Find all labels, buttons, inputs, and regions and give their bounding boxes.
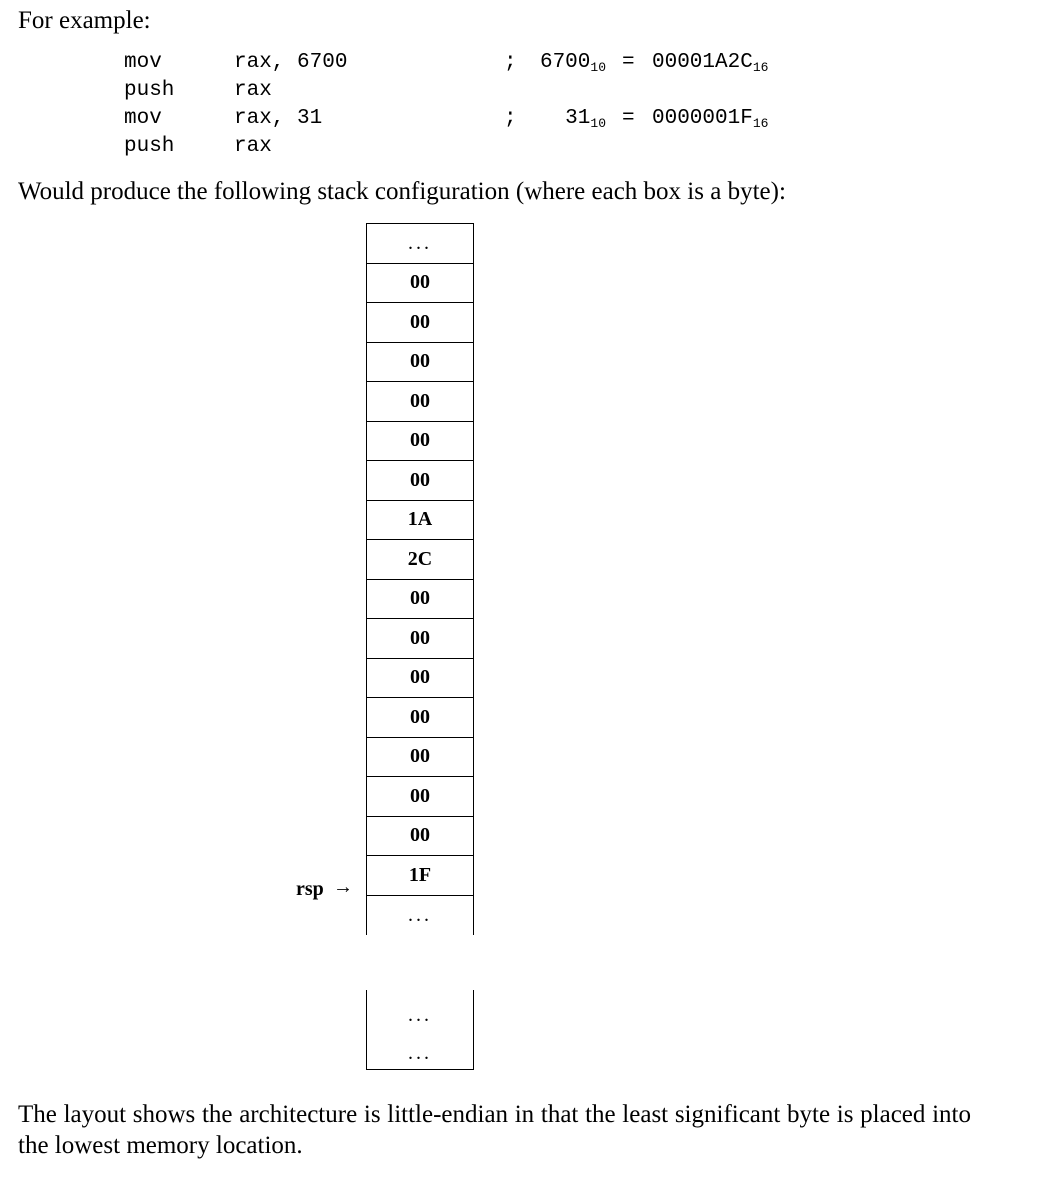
- code-op-1: mov: [124, 51, 162, 74]
- right-arrow-icon: →: [333, 876, 353, 898]
- stack-byte: 00: [366, 658, 474, 698]
- stack-byte: 00: [366, 737, 474, 777]
- code-arg-1: rax, 6700: [234, 51, 348, 74]
- stack-byte: 2C: [366, 539, 474, 579]
- stack-byte: 00: [366, 816, 474, 856]
- stack-diagram: [366, 223, 474, 935]
- stack-byte-rsp: 1F: [366, 855, 474, 895]
- stack-byte: 00: [366, 381, 474, 421]
- code-decimal-1: $6700_{10}$: [539, 51, 606, 75]
- code-equals-1: =: [622, 51, 635, 74]
- stack-byte: 00: [366, 579, 474, 619]
- code-hex-3: $0000001F_{16}$: [652, 107, 769, 131]
- code-op-2: push: [124, 79, 175, 102]
- stack-byte: 00: [366, 302, 474, 342]
- code-arg-3: rax, 31: [234, 107, 323, 130]
- stack-byte: 00: [366, 776, 474, 816]
- code-op-4: push: [124, 135, 175, 158]
- stack-lower-ellipsis: ...: [408, 1042, 432, 1064]
- stack-byte: 00: [366, 421, 474, 461]
- stack-byte: 00: [366, 263, 474, 303]
- stack-byte: 00: [366, 342, 474, 382]
- stack-cell-top-ellipsis: ...: [366, 223, 474, 263]
- stack-byte: 00: [366, 697, 474, 737]
- stack-byte: 1A: [366, 500, 474, 540]
- code-comment-marker-3: ;: [504, 107, 517, 130]
- footer-text: The layout shows the architecture is little-endian in that the least significant byte is placed into the lowest memory location.: [18, 1101, 971, 1159]
- code-decimal-3: $31_{10}$: [565, 107, 606, 131]
- stack-cell-after-ellipsis: ...: [366, 895, 474, 935]
- code-arg-4: rax: [234, 135, 272, 158]
- intro-text: For example:: [18, 7, 151, 34]
- stack-byte: 00: [366, 460, 474, 500]
- lead-text: Would produce the following stack configuration (where each box is a byte):: [18, 178, 786, 205]
- rsp-label: rsp: [296, 878, 324, 900]
- code-comment-marker-1: ;: [504, 51, 517, 74]
- stack-lower-segment: [366, 990, 474, 1070]
- stack-byte: 00: [366, 618, 474, 658]
- stack-lower-ellipsis: ...: [408, 1004, 432, 1026]
- code-equals-3: =: [622, 107, 635, 130]
- code-op-3: mov: [124, 107, 162, 130]
- code-arg-2: rax: [234, 79, 272, 102]
- code-hex-1: $00001A2C_{16}$: [652, 51, 769, 75]
